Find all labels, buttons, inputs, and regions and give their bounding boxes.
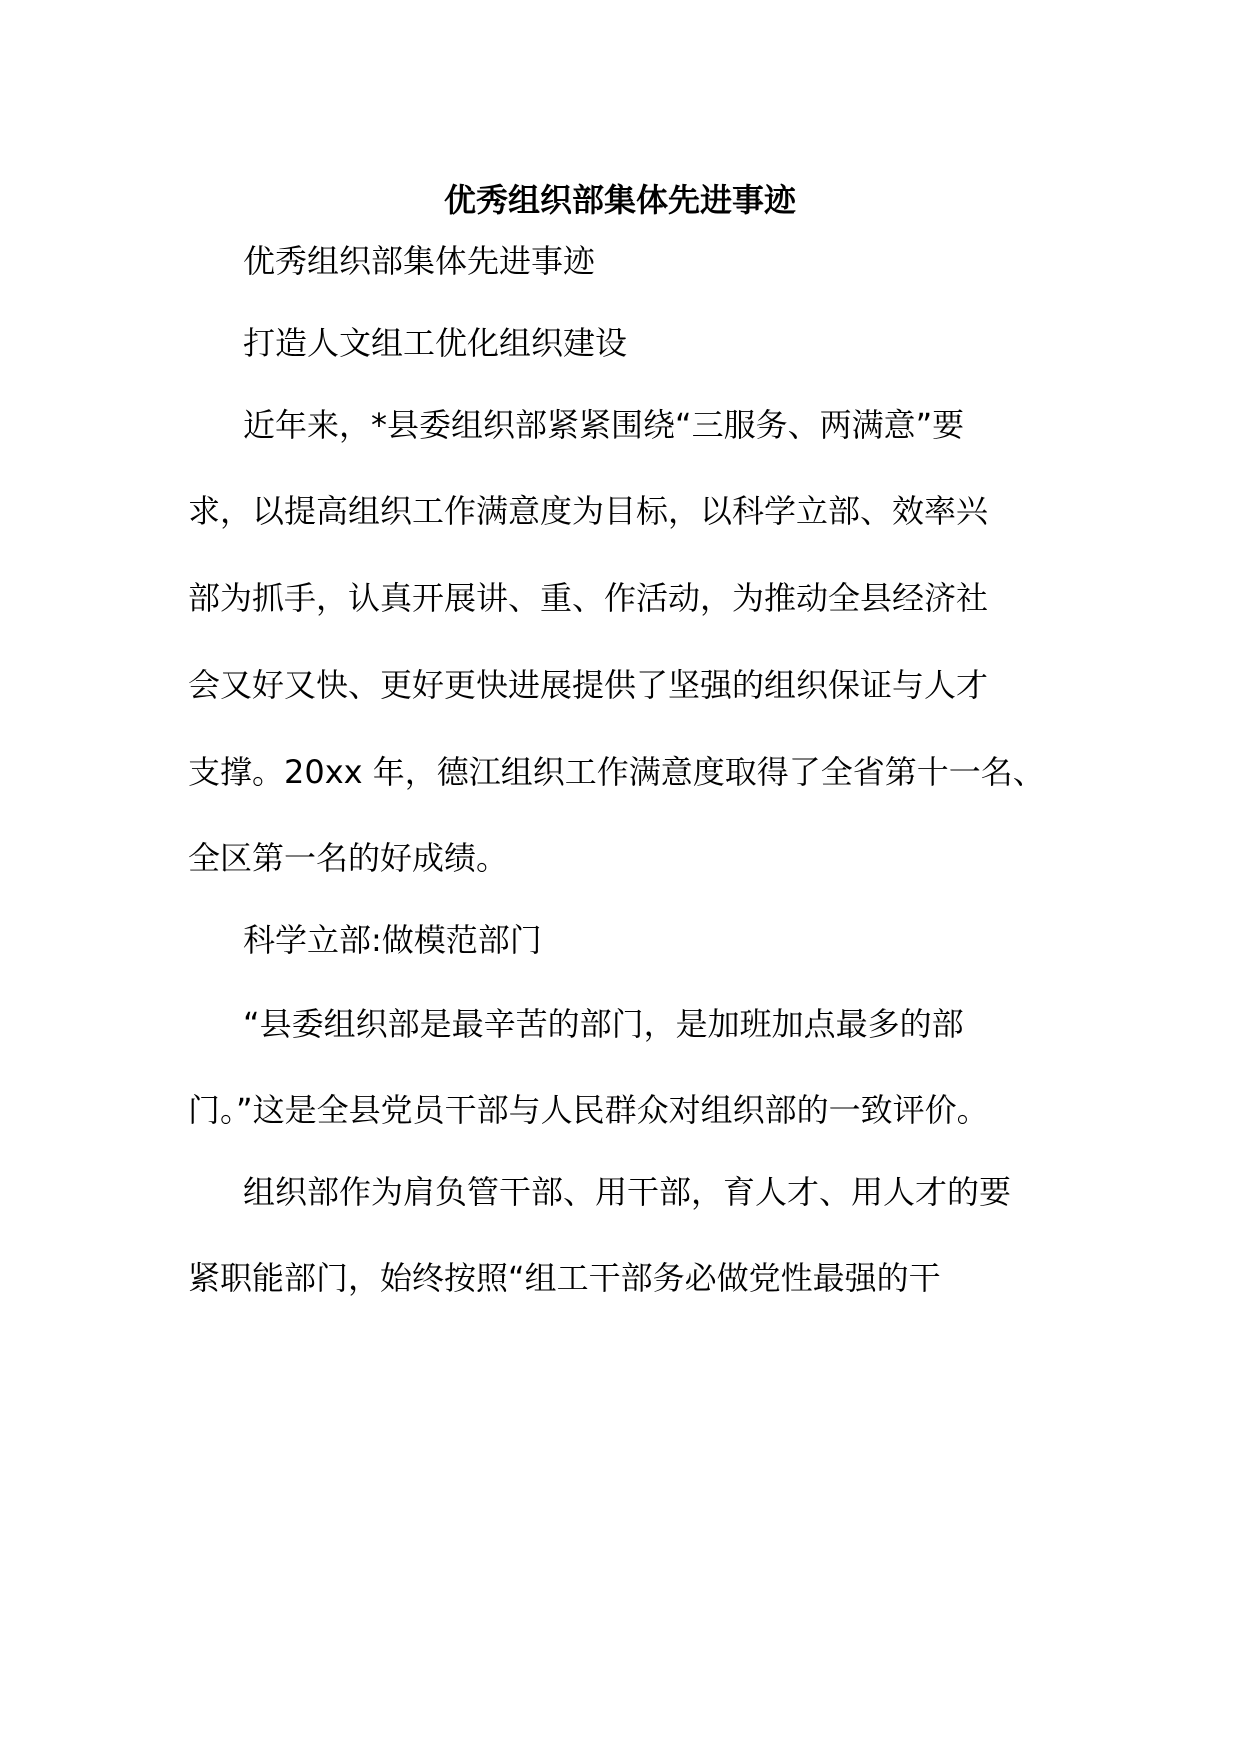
paragraph-line: 支撑。20xx 年，德江组织工作满意度取得了全省第十一名、 xyxy=(188,753,1045,791)
document-title: 优秀组织部集体先进事迹 xyxy=(443,181,796,219)
paragraph-heading: 打造人文组工优化组织建设 xyxy=(243,324,628,362)
paragraph-heading: 优秀组织部集体先进事迹 xyxy=(243,242,596,280)
paragraph-line: 部为抓手，认真开展讲、重、作活动，为推动全县经济社 xyxy=(188,579,989,617)
paragraph-heading: 科学立部:做模范部门 xyxy=(243,921,542,959)
paragraph-line: 求，以提高组织工作满意度为目标，以科学立部、效率兴 xyxy=(188,492,989,530)
paragraph-line: “县委组织部是最辛苦的部门，是加班加点最多的部 xyxy=(243,1005,964,1043)
paragraph-line: 全区第一名的好成绩。 xyxy=(188,839,509,877)
paragraph-line: 组织部作为肩负管干部、用干部，育人才、用人才的要 xyxy=(243,1173,1012,1211)
paragraph-line: 门。”这是全县党员干部与人民群众对组织部的一致评价。 xyxy=(188,1091,989,1129)
paragraph-line: 会又好又快、更好更快进展提供了坚强的组织保证与人才 xyxy=(188,666,989,704)
paragraph-line: 近年来，*县委组织部紧紧围绕“三服务、两满意”要 xyxy=(243,406,965,444)
paragraph-line: 紧职能部门，始终按照“组工干部务必做党性最强的干 xyxy=(188,1259,941,1297)
